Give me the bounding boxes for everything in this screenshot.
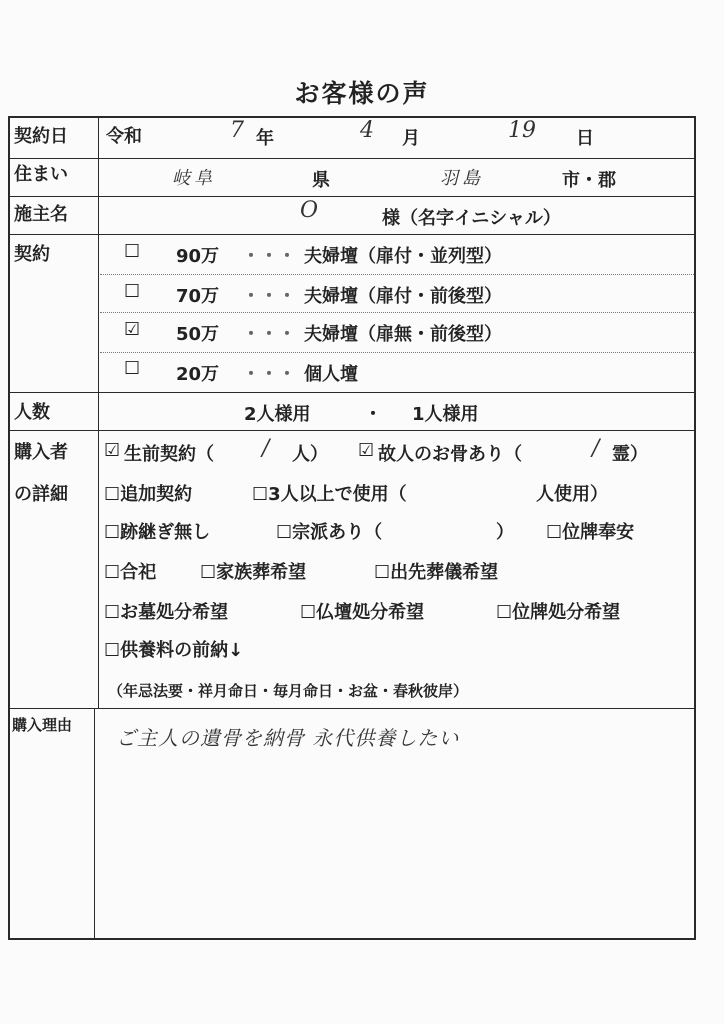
pre-contract-unit: 人）	[292, 444, 328, 465]
column-divider	[98, 234, 99, 392]
row-divider	[10, 430, 694, 431]
contract-option-1-dots: ・・・	[242, 246, 296, 267]
owner-name-suffix: 様（名字イニシャル）	[382, 208, 561, 229]
altar-disposal-checkbox[interactable]: ☐仏壇処分希望	[300, 602, 425, 623]
grave-disposal-checkbox[interactable]: ☐お墓処分希望	[104, 602, 229, 623]
sect-checkbox[interactable]: ☐宗派あり（	[276, 522, 383, 543]
era-name: 令和	[106, 126, 142, 147]
label-people-count: 人数	[14, 402, 50, 423]
contract-option-4-checkbox[interactable]: ☐	[124, 358, 141, 379]
ihai-enshrine-checkbox[interactable]: ☐位牌奉安	[546, 522, 635, 543]
label-address: 住まい	[14, 164, 68, 185]
additional-contract-checkbox[interactable]: ☐追加契約	[104, 484, 193, 505]
family-funeral-checkbox[interactable]: ☐家族葬希望	[200, 562, 307, 583]
contract-year: 7	[230, 118, 244, 143]
row-divider	[10, 708, 694, 709]
people-separator: ・	[364, 404, 382, 425]
label-contract: 契約	[14, 244, 50, 265]
contract-day: 19	[508, 118, 536, 143]
remains-checkbox[interactable]: ☑	[358, 440, 375, 461]
column-divider	[98, 196, 99, 234]
sect-close-paren: ）	[496, 522, 514, 543]
form-title: お客様の声	[294, 79, 430, 108]
people-option-two[interactable]: 2人様用	[244, 404, 311, 425]
city-value: 羽島	[440, 168, 484, 189]
contract-option-2-desc: 夫婦壇（扉付・前後型）	[304, 286, 502, 307]
contract-option-4-dots: ・・・	[242, 364, 296, 385]
contract-month: 4	[360, 118, 374, 143]
option-divider	[100, 274, 694, 275]
people-option-one[interactable]: 1人様用	[412, 404, 479, 425]
contract-option-1-price: 90万	[176, 246, 220, 267]
contract-option-4-price: 20万	[176, 364, 220, 385]
contract-option-2-price: 70万	[176, 286, 220, 307]
column-divider	[98, 392, 99, 430]
prefecture-value: 岐阜	[172, 168, 216, 189]
memorial-events-note: （年忌法要・祥月命日・毎月命日・お盆・春秋彼岸）	[108, 682, 469, 700]
three-plus-unit: 人使用）	[536, 484, 608, 505]
label-contract-date: 契約日	[14, 126, 68, 147]
prefecture-unit: 県	[312, 170, 330, 191]
pre-contract-label: 生前契約（	[124, 444, 214, 465]
remains-unit: 霊）	[612, 444, 648, 465]
option-divider	[100, 312, 694, 313]
contract-option-1-checkbox[interactable]: ☐	[124, 241, 141, 262]
row-divider	[10, 392, 694, 393]
joint-enshrinement-checkbox[interactable]: ☐合祀	[104, 562, 157, 583]
contract-option-3-desc: 夫婦壇（扉無・前後型）	[304, 324, 502, 345]
label-details: の詳細	[14, 484, 68, 505]
column-divider	[98, 430, 99, 708]
row-divider	[10, 234, 694, 235]
label-purchase-reason: 購入理由	[12, 716, 73, 734]
remains-count: /	[592, 436, 600, 461]
city-unit: 市・郡	[562, 170, 616, 191]
column-divider	[94, 708, 95, 940]
pre-contract-checkbox[interactable]: ☑	[104, 440, 121, 461]
contract-option-4-desc: 個人壇	[304, 364, 358, 385]
contract-option-3-price: 50万	[176, 324, 220, 345]
remains-label: 故人のお骨あり（	[378, 444, 522, 465]
contract-option-2-dots: ・・・	[242, 286, 296, 307]
no-successor-checkbox[interactable]: ☐跡継ぎ無し	[104, 522, 211, 543]
label-purchaser: 購入者	[14, 442, 68, 463]
month-unit: 月	[402, 128, 420, 149]
contract-option-3-checkbox[interactable]: ☑	[124, 319, 141, 340]
row-divider	[10, 158, 694, 159]
column-divider	[98, 118, 99, 158]
option-divider	[100, 352, 694, 353]
contract-option-3-dots: ・・・	[242, 324, 296, 345]
contract-option-2-checkbox[interactable]: ☐	[124, 281, 141, 302]
three-plus-checkbox[interactable]: ☐3人以上で使用（	[252, 484, 407, 505]
ihai-disposal-checkbox[interactable]: ☐位牌処分希望	[496, 602, 621, 623]
day-unit: 日	[576, 128, 594, 149]
label-owner-name: 施主名	[14, 204, 68, 225]
purchase-reason-text: ご主人の遺骨を納骨 永代供養したい	[116, 726, 460, 750]
owner-initial: O	[300, 198, 319, 223]
row-divider	[10, 196, 694, 197]
pre-contract-count: /	[262, 436, 270, 461]
year-unit: 年	[256, 128, 274, 149]
offsite-funeral-checkbox[interactable]: ☐出先葬儀希望	[374, 562, 499, 583]
column-divider	[98, 158, 99, 196]
contract-option-1-desc: 夫婦壇（扉付・並列型）	[304, 246, 502, 267]
prepay-offering-checkbox[interactable]: ☐供養料の前納↓	[104, 640, 244, 661]
